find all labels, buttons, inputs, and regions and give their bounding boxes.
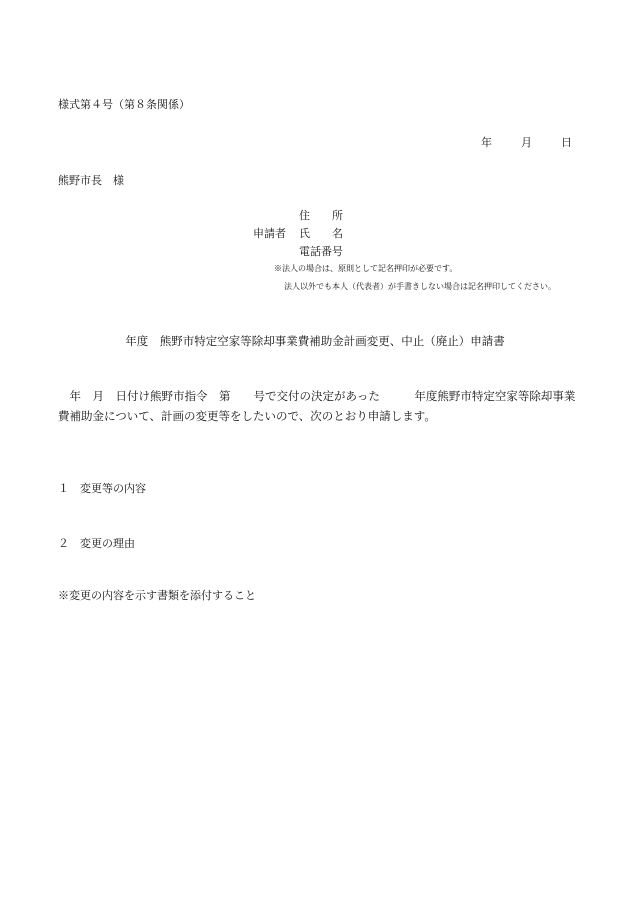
applicant-role: 申請者	[253, 227, 286, 240]
item-change-reason: ２ 変更の理由	[58, 537, 135, 550]
document-title: 年度 熊野市特定空家等除却事業費補助金計画変更、中止（廃止）申請書	[125, 334, 505, 348]
applicant-block	[253, 207, 343, 261]
date-line	[481, 134, 572, 150]
date-day: 日	[561, 136, 572, 149]
body-paragraph: 年 月 日付け熊野市指令 第 号で交付の決定があった 年度熊野市特定空家等除却事業費補助金について、計画の変更等をしたいので、次のとおり申請します。	[58, 389, 576, 423]
addressee: 熊野市長 様	[58, 174, 124, 187]
name-label: 氏 名	[299, 227, 343, 240]
date-year: 年	[481, 136, 492, 149]
item-change-details: １ 変更等の内容	[58, 482, 146, 495]
note-corporate: ※法人の場合は、原則として記名押印が必要です。	[274, 264, 458, 273]
note-individual: 法人以外でも本人（代表者）が手書きしない場合は記名押印してください。	[284, 282, 556, 291]
form-number: 様式第４号（第８条関係）	[58, 98, 190, 111]
address-label: 住 所	[299, 209, 343, 222]
date-month: 月	[521, 136, 532, 149]
phone-label: 電話番号	[299, 245, 343, 258]
attachment-note: ※変更の内容を示す書類を添付すること	[58, 589, 256, 602]
